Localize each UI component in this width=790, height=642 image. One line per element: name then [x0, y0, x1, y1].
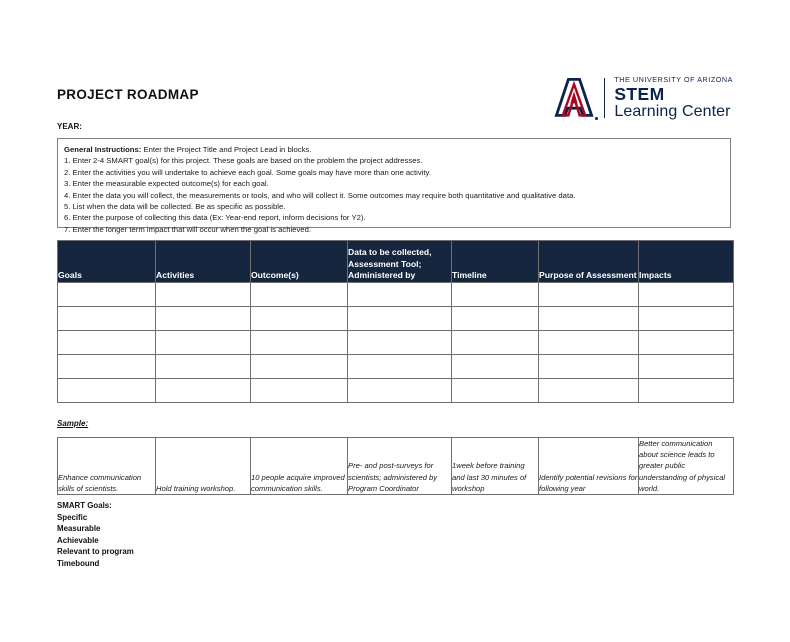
cell-outcomes[interactable]: [251, 331, 348, 355]
cell-purpose[interactable]: [539, 331, 639, 355]
instruction-line: 4. Enter the data you will collect, the measurements or tools, and who will collect it. Some outcomes may require both quantitative and qualitative data.: [64, 190, 576, 200]
column-header-data-assessment-tool: Data to be collected, Assessment Tool; Administered by: [348, 241, 452, 283]
logo-period-mark: [595, 117, 598, 120]
smart-goal-item: Relevant to program: [57, 547, 134, 557]
sample-cell-impacts: Better communication about science leads to greater public understanding of physical world.: [639, 438, 734, 495]
logo-university-line: THE UNIVERSITY OF ARIZONA: [614, 74, 733, 84]
cell-outcomes[interactable]: [251, 379, 348, 403]
instruction-line: 2. Enter the activities you will undertake to achieve each goal. Some goals may have more than one activity.: [64, 167, 431, 177]
table-row: [58, 307, 734, 331]
sample-row-table: [57, 437, 734, 495]
sample-cell-activities: Hold training workshop.: [156, 438, 251, 495]
cell-activities[interactable]: [156, 331, 251, 355]
cell-timeline[interactable]: [452, 331, 539, 355]
cell-timeline[interactable]: [452, 355, 539, 379]
cell-timeline[interactable]: [452, 379, 539, 403]
page-title: PROJECT ROADMAP: [57, 87, 199, 102]
column-header-impacts: Impacts: [639, 241, 734, 283]
table-row: [58, 331, 734, 355]
instruction-line: 1. Enter 2-4 SMART goal(s) for this project. These goals are based on the problem the project addresses.: [64, 156, 423, 166]
cell-activities[interactable]: [156, 379, 251, 403]
table-row: [58, 379, 734, 403]
smart-goals-legend: [57, 500, 134, 570]
instruction-line: 6. Enter the purpose of collecting this data (Ex: Year-end report, inform decisions for Y2).: [64, 213, 366, 223]
logo-learning-center-line: Learning Center: [614, 103, 731, 121]
sample-cell-purpose: Identify potential revisions for following year: [539, 438, 639, 495]
instruction-line: 3. Enter the measurable expected outcome(s) for each goal.: [64, 179, 269, 189]
cell-impacts[interactable]: [639, 379, 734, 403]
cell-impacts[interactable]: [639, 283, 734, 307]
column-header-purpose-of-assessment: Purpose of Assessment: [539, 241, 639, 283]
table-header-row: [58, 241, 734, 283]
year-label: YEAR:: [57, 122, 82, 131]
logo-wordmark: [614, 76, 733, 121]
general-instructions-box: [57, 138, 731, 234]
cell-outcomes[interactable]: [251, 355, 348, 379]
smart-goal-item: Timebound: [57, 558, 100, 568]
cell-data-assessment[interactable]: [348, 283, 452, 307]
cell-impacts[interactable]: [639, 355, 734, 379]
cell-activities[interactable]: [156, 283, 251, 307]
cell-timeline[interactable]: [452, 307, 539, 331]
ua-stem-learning-center-logo: [554, 70, 733, 126]
smart-goals-heading: SMART Goals:: [57, 501, 112, 510]
cell-purpose[interactable]: [539, 283, 639, 307]
sample-cell-timeline: 1week before training and last 30 minutes of workshop: [452, 438, 539, 495]
smart-goal-item: Measurable: [57, 524, 101, 534]
cell-goals[interactable]: [58, 331, 156, 355]
project-roadmap-table: [57, 240, 734, 403]
sample-cell-goals: Enhance communication skills of scientists.: [58, 438, 156, 495]
logo-stem-line: STEM: [614, 83, 665, 104]
instruction-heading-rest: Enter the Project Title and Project Lead in blocks.: [141, 145, 312, 154]
cell-goals[interactable]: [58, 283, 156, 307]
instruction-heading-line: [64, 144, 724, 155]
sample-cell-outcomes: 10 people acquire improved communication skills.: [251, 438, 348, 495]
cell-activities[interactable]: [156, 307, 251, 331]
cell-goals[interactable]: [58, 355, 156, 379]
instruction-line: 5. List when the data will be collected. Be as specific as possible.: [64, 202, 286, 212]
instruction-line: 7. Enter the longer term impact that will occur when the goal is achieved.: [64, 224, 311, 234]
cell-goals[interactable]: [58, 379, 156, 403]
cell-data-assessment[interactable]: [348, 379, 452, 403]
cell-goals[interactable]: [58, 307, 156, 331]
column-header-activities: Activities: [156, 241, 251, 283]
document-header: [57, 70, 733, 128]
cell-purpose[interactable]: [539, 355, 639, 379]
column-header-goals: Goals: [58, 241, 156, 283]
sample-cell-data-assessment: Pre- and post-surveys for scientists; administered by Program Coordinator: [348, 438, 452, 495]
table-row: [58, 283, 734, 307]
cell-outcomes[interactable]: [251, 307, 348, 331]
table-body: [58, 283, 734, 403]
column-header-timeline: Timeline: [452, 241, 539, 283]
cell-impacts[interactable]: [639, 307, 734, 331]
sample-label: Sample:: [57, 419, 89, 428]
instruction-heading: General Instructions:: [64, 145, 142, 154]
table-row: [58, 438, 734, 495]
arizona-a-block-icon: [554, 77, 594, 119]
cell-data-assessment[interactable]: [348, 355, 452, 379]
column-header-outcomes: Outcome(s): [251, 241, 348, 283]
cell-data-assessment[interactable]: [348, 307, 452, 331]
table-row: [58, 355, 734, 379]
cell-timeline[interactable]: [452, 283, 539, 307]
cell-outcomes[interactable]: [251, 283, 348, 307]
cell-purpose[interactable]: [539, 379, 639, 403]
logo-divider: [604, 78, 605, 118]
cell-purpose[interactable]: [539, 307, 639, 331]
cell-activities[interactable]: [156, 355, 251, 379]
cell-data-assessment[interactable]: [348, 331, 452, 355]
smart-goal-item: Specific: [57, 512, 88, 522]
cell-impacts[interactable]: [639, 331, 734, 355]
smart-goal-item: Achievable: [57, 535, 99, 545]
